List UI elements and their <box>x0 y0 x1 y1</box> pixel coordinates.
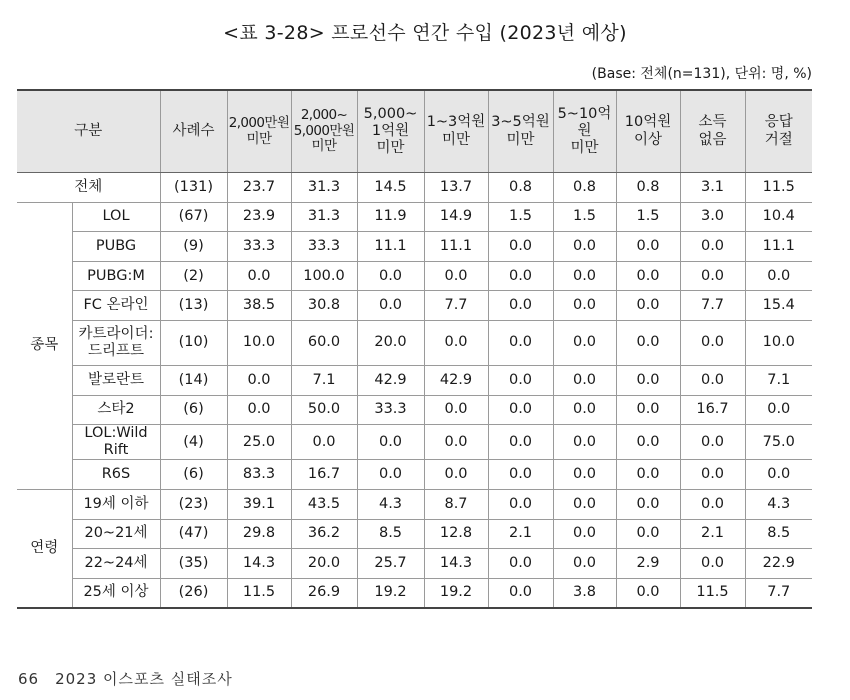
value-cell: 19.2 <box>424 578 488 608</box>
table-row <box>17 232 812 262</box>
cell-line: R6S <box>101 466 131 483</box>
value-cell: 10.0 <box>227 320 291 365</box>
value-cell: 23.9 <box>227 202 291 232</box>
value-cell: 11.1 <box>357 232 424 262</box>
value-cell: 0.0 <box>488 489 553 519</box>
value-cell: 0.0 <box>424 395 488 425</box>
value-cell: 38.5 <box>227 291 291 321</box>
value-cell: 7.7 <box>745 578 812 608</box>
value-cell: 0.0 <box>488 291 553 321</box>
cell-line: 5,000만원 <box>293 122 355 139</box>
value-cell: 19.2 <box>357 578 424 608</box>
value-cell: 14.3 <box>424 549 488 579</box>
value-cell: 11.1 <box>424 232 488 262</box>
value-cell: 0.0 <box>424 425 488 460</box>
value-cell: 2.1 <box>680 519 745 549</box>
column-header <box>616 90 680 173</box>
value-cell: 0.0 <box>357 460 424 490</box>
value-cell: 0.0 <box>616 291 680 321</box>
value-cell: 10.4 <box>745 202 812 232</box>
value-cell: 0.0 <box>616 232 680 262</box>
value-cell: 26.9 <box>291 578 357 608</box>
cell-line: 1억원 <box>371 122 410 139</box>
value-cell: 3.1 <box>680 173 745 203</box>
value-cell: 0.0 <box>680 460 745 490</box>
value-cell: 1.5 <box>488 202 553 232</box>
group-label: 종목 <box>17 202 72 489</box>
column-header <box>17 90 160 173</box>
value-cell: 0.0 <box>745 395 812 425</box>
cell-line: 25세 이상 <box>83 584 149 601</box>
cell-line: 응답 <box>764 114 793 131</box>
table-row <box>17 395 812 425</box>
value-cell: 14.5 <box>357 173 424 203</box>
table-row <box>17 261 812 291</box>
count-cell: (13) <box>160 291 227 321</box>
count-cell: (23) <box>160 489 227 519</box>
value-cell: 0.0 <box>227 395 291 425</box>
value-cell: 0.0 <box>424 460 488 490</box>
page-footer <box>18 668 233 689</box>
value-cell: 30.8 <box>291 291 357 321</box>
value-cell: 0.0 <box>616 460 680 490</box>
value-cell: 0.0 <box>553 425 616 460</box>
count-cell: (35) <box>160 549 227 579</box>
row-label <box>72 425 160 460</box>
value-cell: 2.1 <box>488 519 553 549</box>
value-cell: 31.3 <box>291 202 357 232</box>
row-label <box>72 489 160 519</box>
value-cell: 0.0 <box>357 425 424 460</box>
cell-line: PUBG <box>95 237 137 254</box>
value-cell: 11.5 <box>745 173 812 203</box>
value-cell: 20.0 <box>291 549 357 579</box>
value-cell: 0.0 <box>553 519 616 549</box>
cell-line: 2,000~ <box>300 106 348 123</box>
value-cell: 0.0 <box>291 425 357 460</box>
value-cell: 39.1 <box>227 489 291 519</box>
value-cell: 0.0 <box>680 232 745 262</box>
value-cell: 11.1 <box>745 232 812 262</box>
value-cell: 0.0 <box>553 291 616 321</box>
row-label <box>72 395 160 425</box>
cell-line: 2,000만원 <box>228 114 290 131</box>
value-cell: 0.0 <box>357 261 424 291</box>
value-cell: 0.0 <box>616 365 680 395</box>
value-cell: 15.4 <box>745 291 812 321</box>
row-label: 전체 <box>17 173 160 203</box>
cell-line: 구분 <box>74 122 103 139</box>
value-cell: 0.0 <box>488 549 553 579</box>
value-cell: 16.7 <box>291 460 357 490</box>
value-cell: 22.9 <box>745 549 812 579</box>
value-cell: 33.3 <box>291 232 357 262</box>
column-header <box>680 90 745 173</box>
table-row <box>17 460 812 490</box>
value-cell: 0.0 <box>616 578 680 608</box>
value-cell: 2.9 <box>616 549 680 579</box>
value-cell: 0.0 <box>488 460 553 490</box>
row-label <box>72 365 160 395</box>
value-cell: 0.0 <box>553 460 616 490</box>
row-label <box>72 549 160 579</box>
column-header <box>553 90 616 173</box>
column-header <box>424 90 488 173</box>
value-cell: 0.0 <box>745 261 812 291</box>
value-cell: 31.3 <box>291 173 357 203</box>
value-cell: 0.0 <box>553 261 616 291</box>
value-cell: 7.7 <box>680 291 745 321</box>
value-cell: 29.8 <box>227 519 291 549</box>
value-cell: 43.5 <box>291 489 357 519</box>
value-cell: 0.0 <box>553 320 616 365</box>
cell-line: 미만 <box>246 130 272 147</box>
table-row <box>17 519 812 549</box>
value-cell: 0.0 <box>616 519 680 549</box>
cell-line: 10억원 <box>624 114 672 131</box>
value-cell: 14.9 <box>424 202 488 232</box>
value-cell: 4.3 <box>357 489 424 519</box>
value-cell: 0.0 <box>227 365 291 395</box>
column-header <box>227 90 291 173</box>
value-cell: 100.0 <box>291 261 357 291</box>
value-cell: 0.0 <box>488 365 553 395</box>
value-cell: 1.5 <box>616 202 680 232</box>
value-cell: 11.9 <box>357 202 424 232</box>
cell-line: PUBG:M <box>87 267 145 284</box>
row-label <box>72 578 160 608</box>
table-row <box>17 425 812 460</box>
cell-line: 미만 <box>376 140 405 157</box>
value-cell: 25.0 <box>227 425 291 460</box>
row-label <box>72 261 160 291</box>
value-cell: 7.7 <box>424 291 488 321</box>
table-row <box>17 365 812 395</box>
column-header <box>488 90 553 173</box>
value-cell: 13.7 <box>424 173 488 203</box>
cell-line: 미만 <box>311 138 337 155</box>
value-cell: 8.5 <box>745 519 812 549</box>
column-header <box>291 90 357 173</box>
value-cell: 0.0 <box>553 549 616 579</box>
value-cell: 0.0 <box>553 489 616 519</box>
table-row <box>17 578 812 608</box>
value-cell: 0.0 <box>680 320 745 365</box>
row-label <box>72 320 160 365</box>
value-cell: 3.0 <box>680 202 745 232</box>
table-row <box>17 549 812 579</box>
value-cell: 0.0 <box>616 261 680 291</box>
footer-text: 2023 이스포츠 실태조사 <box>55 670 233 688</box>
value-cell: 60.0 <box>291 320 357 365</box>
table-row <box>17 320 812 365</box>
cell-line: 스타2 <box>97 401 135 418</box>
income-table <box>17 89 812 609</box>
cell-line: 20~21세 <box>84 525 148 542</box>
row-label <box>72 291 160 321</box>
value-cell: 11.5 <box>227 578 291 608</box>
value-cell: 0.0 <box>227 261 291 291</box>
cell-line: 미만 <box>506 131 535 148</box>
value-cell: 0.0 <box>680 425 745 460</box>
count-cell: (14) <box>160 365 227 395</box>
table-row <box>17 489 812 519</box>
count-cell: (6) <box>160 395 227 425</box>
value-cell: 7.1 <box>745 365 812 395</box>
cell-line: 3~5억원 <box>491 114 550 131</box>
value-cell: 4.3 <box>745 489 812 519</box>
cell-line: 소득 <box>698 114 727 131</box>
value-cell: 16.7 <box>680 395 745 425</box>
value-cell: 3.8 <box>553 578 616 608</box>
cell-line: 19세 이하 <box>83 495 149 512</box>
row-label <box>72 519 160 549</box>
value-cell: 42.9 <box>357 365 424 395</box>
table-title: <표 3-28> 프로선수 연간 수입 (2023년 예상) <box>223 22 627 44</box>
column-header <box>745 90 812 173</box>
value-cell: 0.0 <box>488 261 553 291</box>
value-cell: 0.0 <box>488 425 553 460</box>
column-header <box>160 90 227 173</box>
column-header <box>357 90 424 173</box>
value-cell: 75.0 <box>745 425 812 460</box>
value-cell: 0.0 <box>616 489 680 519</box>
cell-line: 1~3억원 <box>426 114 486 131</box>
value-cell: 25.7 <box>357 549 424 579</box>
cell-line: 드리프트 <box>87 342 145 359</box>
cell-line: 거절 <box>764 131 793 148</box>
value-cell: 33.3 <box>357 395 424 425</box>
cell-line: 이상 <box>633 131 662 148</box>
value-cell: 1.5 <box>553 202 616 232</box>
count-cell: (10) <box>160 320 227 365</box>
value-cell: 0.0 <box>488 232 553 262</box>
value-cell: 0.0 <box>424 261 488 291</box>
count-cell: (131) <box>160 173 227 203</box>
value-cell: 0.0 <box>357 291 424 321</box>
value-cell: 0.0 <box>616 320 680 365</box>
row-label <box>72 232 160 262</box>
count-cell: (67) <box>160 202 227 232</box>
count-cell: (9) <box>160 232 227 262</box>
value-cell: 23.7 <box>227 173 291 203</box>
value-cell: 12.8 <box>424 519 488 549</box>
count-cell: (2) <box>160 261 227 291</box>
count-cell: (47) <box>160 519 227 549</box>
cell-line: 사례수 <box>172 122 215 139</box>
value-cell: 83.3 <box>227 460 291 490</box>
value-cell: 33.3 <box>227 232 291 262</box>
cell-line: 없음 <box>698 131 727 148</box>
cell-line: 5~10억원 <box>557 105 612 139</box>
value-cell: 0.0 <box>616 425 680 460</box>
group-label: 연령 <box>17 489 72 608</box>
value-cell: 0.8 <box>488 173 553 203</box>
count-cell: (26) <box>160 578 227 608</box>
value-cell: 42.9 <box>424 365 488 395</box>
cell-line: 5,000~ <box>363 105 418 122</box>
cell-line: FC 온라인 <box>83 297 149 314</box>
table-body <box>17 173 812 609</box>
value-cell: 10.0 <box>745 320 812 365</box>
table-row <box>17 202 812 232</box>
value-cell: 36.2 <box>291 519 357 549</box>
value-cell: 0.0 <box>680 549 745 579</box>
value-cell: 0.0 <box>553 395 616 425</box>
table-row <box>17 291 812 321</box>
value-cell: 50.0 <box>291 395 357 425</box>
count-cell: (6) <box>160 460 227 490</box>
value-cell: 0.0 <box>488 578 553 608</box>
value-cell: 0.0 <box>488 320 553 365</box>
value-cell: 0.0 <box>745 460 812 490</box>
value-cell: 8.7 <box>424 489 488 519</box>
value-cell: 0.0 <box>553 365 616 395</box>
row-label <box>72 460 160 490</box>
value-cell: 14.3 <box>227 549 291 579</box>
cell-line: 발로란트 <box>87 371 145 388</box>
count-cell: (4) <box>160 425 227 460</box>
value-cell: 0.8 <box>616 173 680 203</box>
value-cell: 0.0 <box>424 320 488 365</box>
base-note: (Base: 전체(n=131), 단위: 명, %) <box>591 66 812 82</box>
value-cell: 0.0 <box>553 232 616 262</box>
cell-line: 22~24세 <box>84 554 148 571</box>
cell-line: 미만 <box>441 131 470 148</box>
header-row <box>17 90 812 173</box>
value-cell: 7.1 <box>291 365 357 395</box>
value-cell: 0.0 <box>680 365 745 395</box>
value-cell: 0.0 <box>680 489 745 519</box>
row-label <box>72 202 160 232</box>
value-cell: 0.0 <box>680 261 745 291</box>
value-cell: 0.0 <box>488 395 553 425</box>
cell-line: 카트라이더: <box>78 325 154 342</box>
value-cell: 0.0 <box>616 395 680 425</box>
table-row-total <box>17 173 812 203</box>
value-cell: 8.5 <box>357 519 424 549</box>
value-cell: 0.8 <box>553 173 616 203</box>
value-cell: 20.0 <box>357 320 424 365</box>
cell-line: LOL <box>102 208 130 225</box>
cell-line: LOL:Wild Rift <box>84 425 148 459</box>
value-cell: 11.5 <box>680 578 745 608</box>
cell-line: 미만 <box>570 140 599 157</box>
page-number: 66 <box>18 670 40 688</box>
